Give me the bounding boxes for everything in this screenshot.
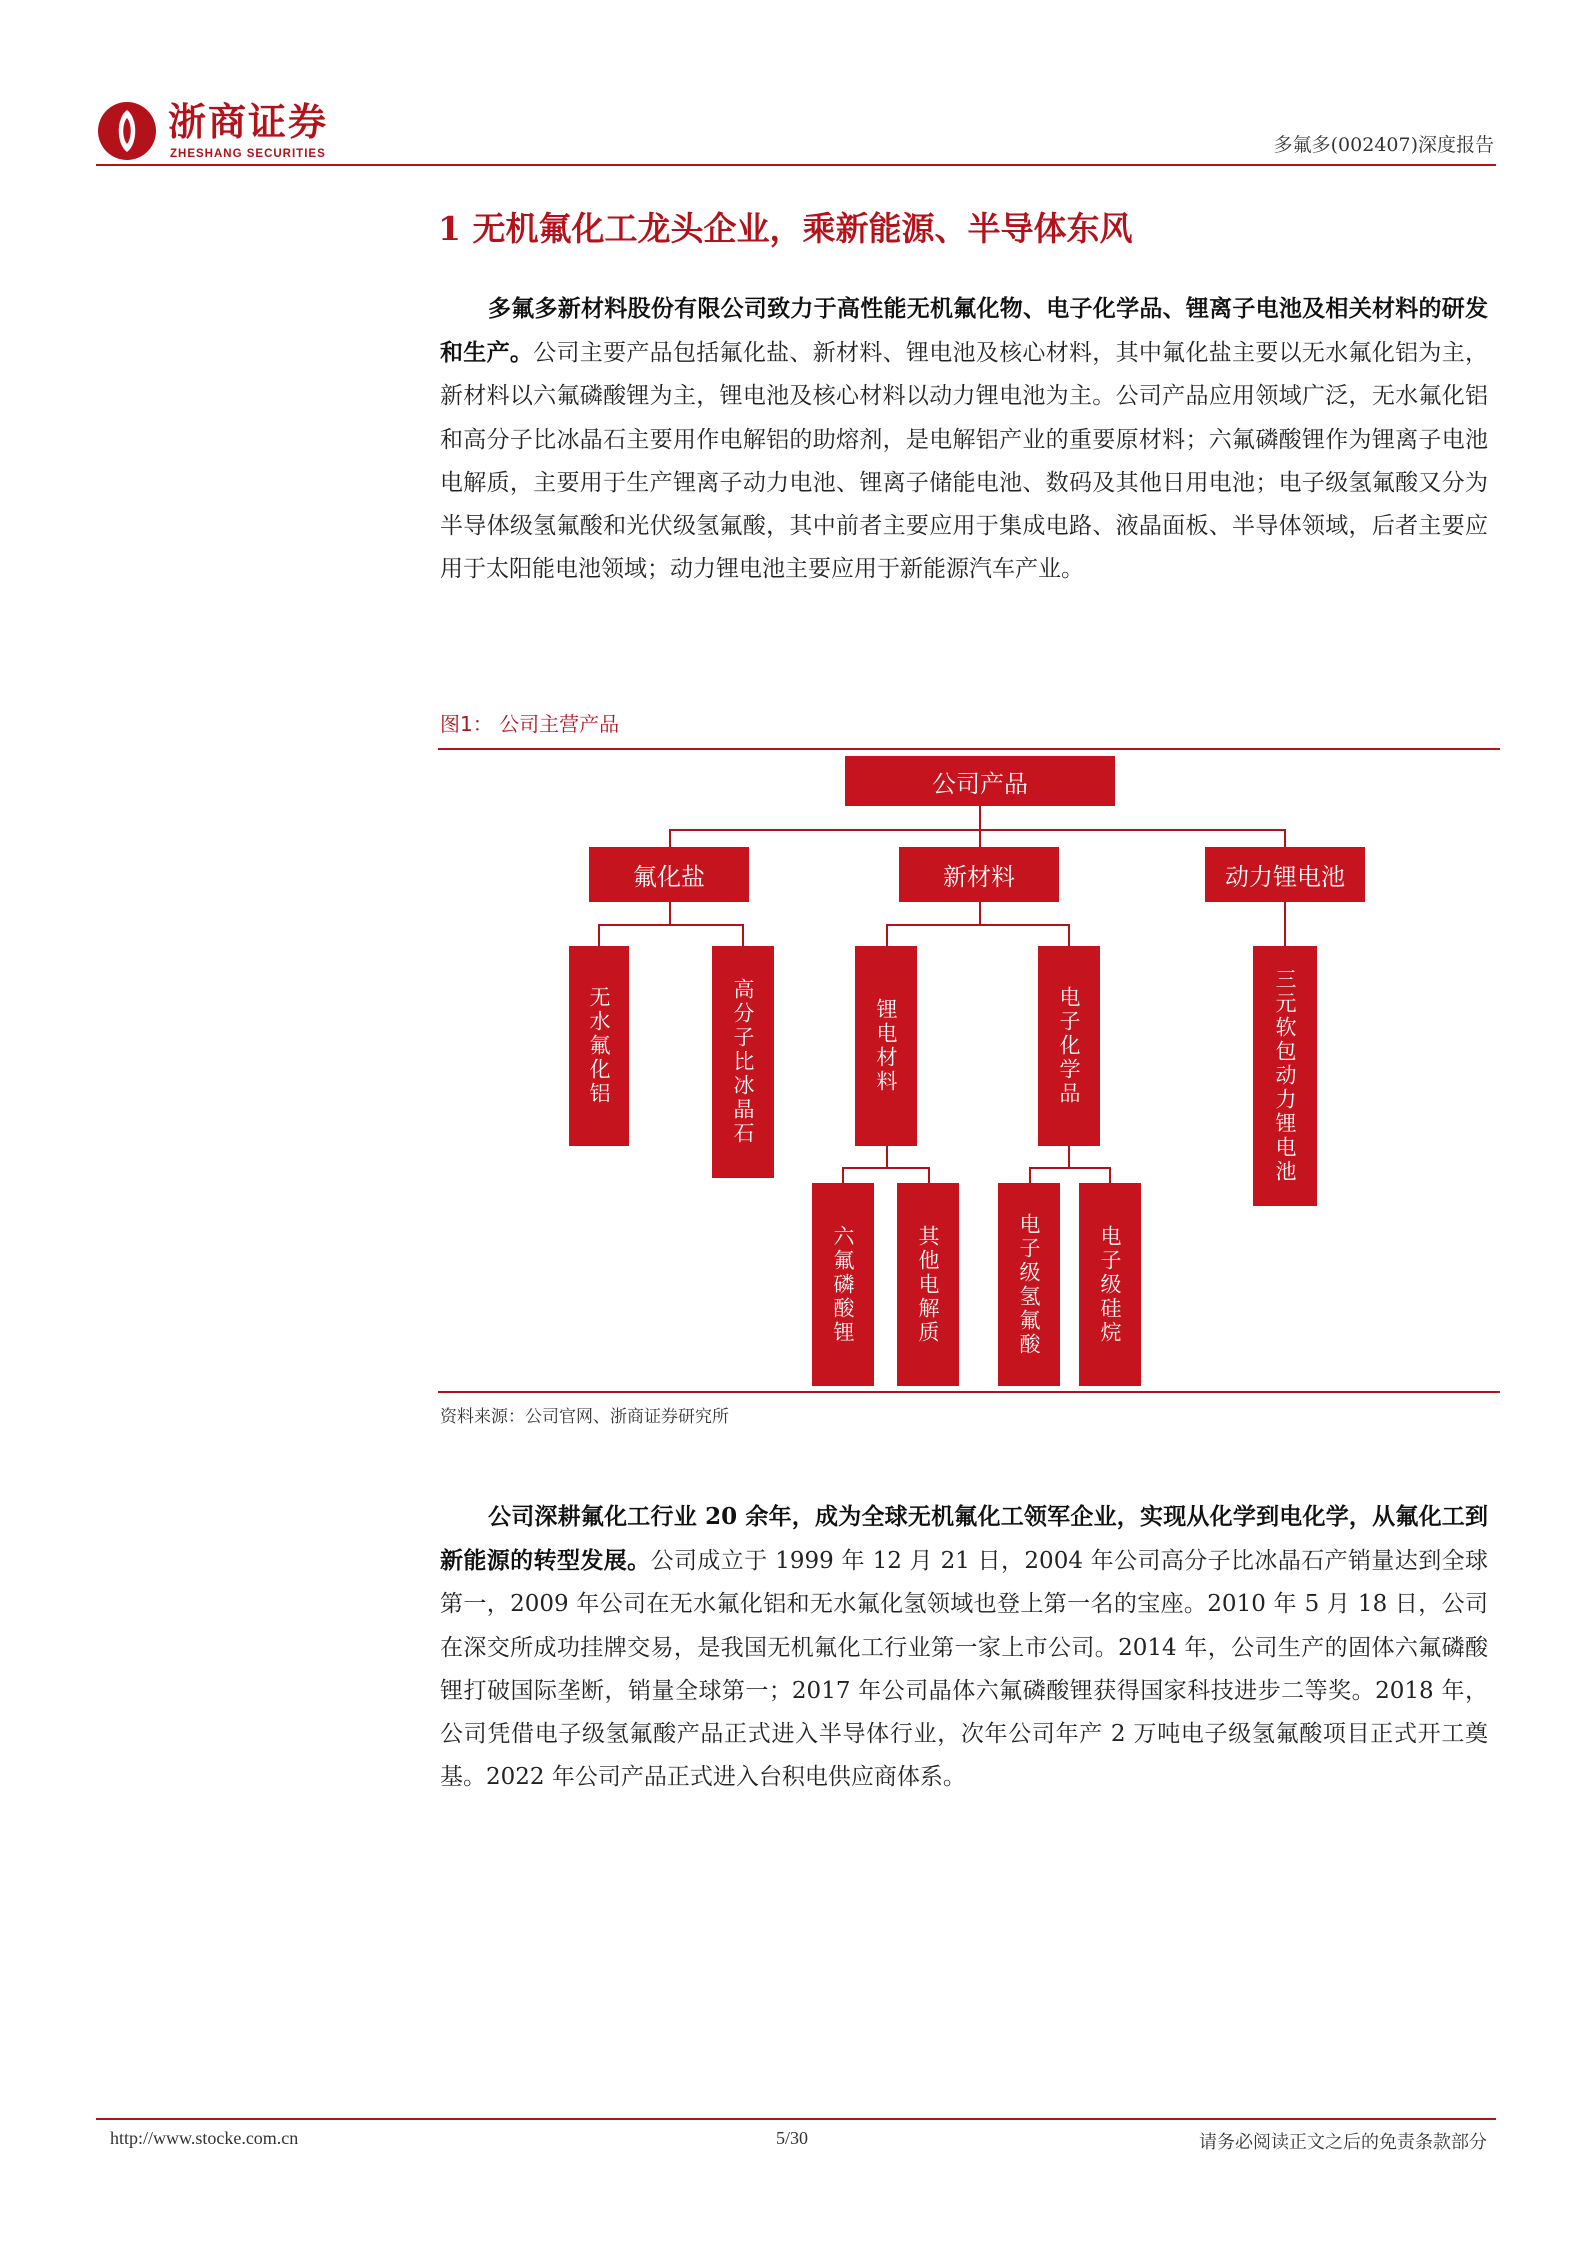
node-ternary-pouch-battery: 三元软包动力锂电池	[1253, 946, 1317, 1206]
connector	[1068, 924, 1070, 946]
figure-source: 资料来源：公司官网、浙商证券研究所	[440, 1407, 729, 1427]
footer-website-link[interactable]: http://www.stocke.com.cn	[110, 2128, 299, 2148]
connector	[1284, 902, 1286, 946]
connector	[669, 829, 671, 847]
paragraph-lead: 公司深耕氟化工行业 20 余年，成为全球无机氟化工领军企业，实现从化学到电化学，从氟化工到新能源的转型发展。	[440, 1503, 1488, 1575]
connector	[1109, 1167, 1111, 1183]
connector	[1029, 1167, 1031, 1183]
node-electronic-hf: 电子级氢氟酸	[998, 1183, 1060, 1386]
paragraph-company-overview	[440, 287, 1488, 591]
connector	[886, 924, 1070, 926]
connector	[742, 924, 744, 946]
connector	[1068, 1146, 1070, 1168]
connector	[979, 806, 981, 830]
connector	[928, 1167, 930, 1183]
node-cryolite: 高分子比冰晶石	[712, 946, 774, 1178]
paragraph-body: 公司主要产品包括氟化盐、新材料、锂电池及核心材料，其中氟化盐主要以无水氟化铝为主，新材料以六氟磷酸锂为主，锂电池及核心材料以动力锂电池为主。公司产品应用领域广泛，无水氟化铝和高分子比冰晶石主要用作电解铝的助熔剂，是电解铝产业的重要原材料；六氟磷酸锂作为锂离子电池电解质，主要用于生产锂离子动力电池、锂离子储能电池、数码及其他日用电池；电子级氢氟酸又分为半导体级氢氟酸和光伏级氢氟酸，其中前者主要应用于集成电路、液晶面板、半导体领域，后者主要应用于太阳能电池领域；动力锂电池主要应用于新能源汽车产业。	[440, 340, 1489, 583]
paragraph-company-history	[440, 1495, 1488, 1799]
section-heading: 1 无机氟化工龙头企业，乘新能源、半导体东风	[438, 209, 1133, 248]
node-anhydrous-aluminum-fluoride: 无水氟化铝	[569, 946, 629, 1146]
connector	[669, 902, 671, 925]
zheshang-logo-icon	[96, 100, 158, 162]
connector	[1284, 829, 1286, 847]
node-lipf6: 六氟磷酸锂	[812, 1183, 874, 1386]
connector	[598, 924, 600, 946]
connector	[979, 829, 981, 847]
logo-chinese-name: 浙商证券	[168, 100, 329, 144]
connector	[886, 924, 888, 946]
node-lithium-materials: 锂电材料	[855, 946, 917, 1146]
logo-english-name: ZHESHANG SECURITIES	[170, 148, 326, 160]
footer-divider	[96, 2118, 1496, 2120]
node-electronic-chemicals: 电子化学品	[1038, 946, 1100, 1146]
figure-top-rule	[438, 748, 1500, 750]
header-divider	[96, 164, 1496, 166]
node-new-materials: 新材料	[899, 847, 1059, 902]
report-title: 多氟多(002407)深度报告	[1273, 134, 1494, 156]
connector	[598, 924, 744, 926]
figure-caption: 图1： 公司主营产品	[440, 712, 620, 736]
node-company-products: 公司产品	[845, 756, 1115, 806]
figure-bottom-rule	[438, 1391, 1500, 1393]
connector	[886, 1146, 888, 1168]
connector	[979, 902, 981, 925]
node-other-electrolytes: 其他电解质	[897, 1183, 959, 1386]
paragraph-lead: 多氟多新材料股份有限公司致力于高性能无机氟化物、电子化学品、锂离子电池及相关材料的研发和生产。	[440, 295, 1488, 367]
paragraph-body: 公司成立于 1999 年 12 月 21 日，2004 年公司高分子比冰晶石产销量达到全球第一，2009 年公司在无水氟化铝和无水氟化氢领域也登上第一名的宝座。2010 年 5 月 18 日，公司在深交所成功挂牌交易，是我国无机氟化工行业第一家上市公司。2014 年，公司生产的固体六氟磷酸锂打破国际垄断，销量全球第一；2017 年公司晶体六氟磷酸锂获得国家科技进步二等奖。2018 年，公司凭借电子级氢氟酸产品正式进入半导体行业，次年公司年产 2 万吨电子级氢氟酸项目正式开工奠基。2022 年公司产品正式进入台积电供应商体系。	[440, 1548, 1488, 1791]
connector	[669, 829, 1286, 831]
page-number: 5/30	[776, 2128, 809, 2148]
node-fluoride-salt: 氟化盐	[589, 847, 749, 902]
connector	[1029, 1167, 1111, 1169]
footer-disclaimer: 请务必阅读正文之后的免责条款部分	[1199, 2132, 1487, 2153]
node-power-battery: 动力锂电池	[1205, 847, 1365, 902]
connector	[842, 1167, 844, 1183]
connector	[842, 1167, 930, 1169]
node-electronic-silane: 电子级硅烷	[1079, 1183, 1141, 1386]
